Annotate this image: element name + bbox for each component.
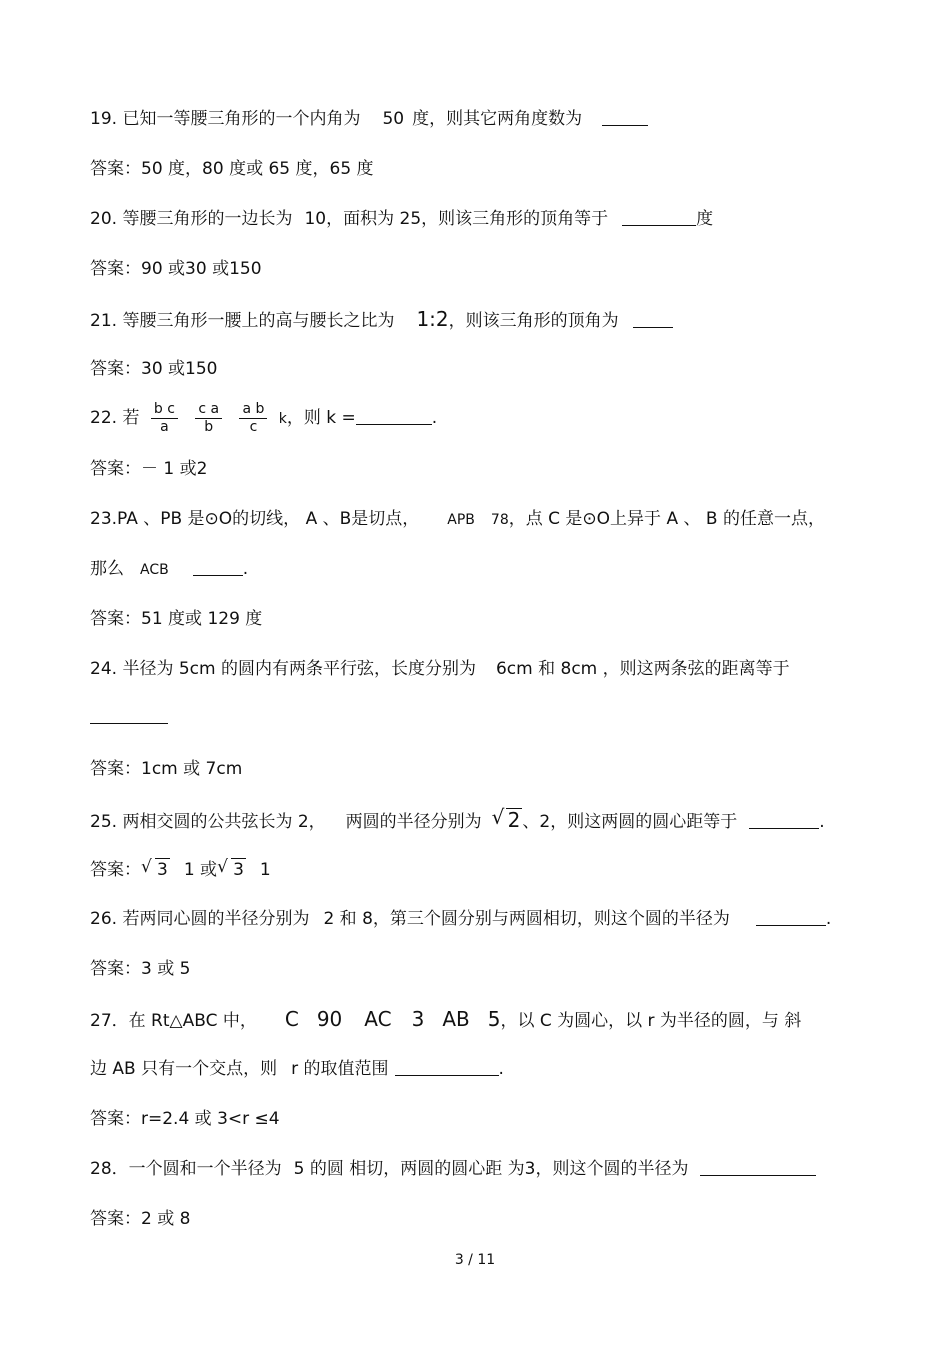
question-text: 、2，则这两圆的圆心距等于 [522,812,738,832]
angle-label: APB [447,512,475,528]
answer-26 [90,958,190,980]
angle-label: ACB [140,562,169,578]
answer-text: r=2.4 或 3<r ≤4 [141,1109,280,1129]
segment-label: AB [442,1007,470,1031]
answer-label: 答案： [90,860,141,880]
answer-blank [700,1159,816,1176]
question-25 [90,805,825,833]
question-text: 19. 已知一等腰三角形的一个内角为 [90,109,361,129]
question-19 [90,108,648,130]
answer-blank [633,311,673,328]
answer-text: 3 或 5 [141,959,191,979]
question-text: ，则该三角形的顶角为 [448,311,619,331]
numerator: b c [151,401,178,419]
answer-text: 1 或 [183,860,218,880]
answer-label: 答案： [90,459,141,479]
answer-27 [90,1108,280,1130]
denominator: a [160,418,169,435]
period: . [825,909,832,929]
question-26 [90,908,831,930]
answer-blank [395,1059,499,1076]
question-22 [90,398,437,439]
question-24-blank [90,706,168,728]
answer-20 [90,258,262,280]
answer-blank [193,559,243,576]
answer-text: 90 或30 或150 [141,259,262,279]
value: 10 [304,209,327,229]
answer-text: 1 [259,860,271,880]
question-27-continued [90,1058,504,1080]
question-text: ，点 C 是⊙O上异于 A 、 B 的任意一点， [508,509,825,529]
radicand: 2 [507,808,521,832]
question-text: 度，则其它两角度数为 [412,109,583,129]
answer-23 [90,608,262,630]
fraction-1 [151,401,178,436]
variable: k [278,411,287,427]
answer-19 [90,158,374,180]
question-text: ，则 k = [286,408,356,428]
question-text: 那么 [90,559,124,579]
question-text: ，面积为 25，则该三角形的顶角等于 [326,209,609,229]
answer-blank [602,109,648,126]
value: 78 [490,512,509,528]
segment-label: AC [364,1007,392,1031]
answer-label: 答案： [90,1209,141,1229]
question-text: 24. 半径为 5cm 的圆内有两条平行弦，长度分别为 [90,659,476,679]
answer-blank [749,812,819,829]
answer-text: － 1 或2 [141,459,208,479]
sqrt-symbol: √ 3 [141,857,168,880]
fraction-2 [195,401,222,436]
fraction-3 [239,401,267,436]
angle-label: C [284,1007,299,1031]
answer-text: 51 度或 129 度 [141,609,263,629]
ratio: 1:2 [416,307,449,331]
question-27 [90,1008,801,1032]
question-text: 23.PA 、PB 是⊙O的切线， A 、B是切点， [90,509,420,529]
value: 50 [382,109,405,129]
denominator: c [249,418,258,435]
question-text: 20. 等腰三角形的一边长为 [90,209,293,229]
value: 3 [411,1007,425,1031]
answer-text: 1cm 或 7cm [141,759,243,779]
answer-24 [90,758,242,780]
value: 5 [487,1007,501,1031]
answer-blank [356,408,432,425]
question-24 [90,658,790,680]
answer-21 [90,358,217,380]
question-text: 27．在 Rt△ABC 中， [90,1011,257,1031]
answer-blank [90,707,168,724]
denominator: b [204,418,214,435]
answer-blank [756,909,826,926]
sqrt-symbol: √ 3 [217,857,244,880]
question-text: 2 和 8，第三个圆分别与两圆相切，则这个圆的半径为 [323,909,730,929]
radicand: 3 [157,860,168,880]
question-text: 6cm 和 8cm ，则这两条弦的距离等于 [495,659,790,679]
question-text: 5 的圆 相切，两圆的圆心距 为3，则这个圆的半径为 [293,1159,689,1179]
answer-label: 答案： [90,359,141,379]
value: 90 [316,1007,343,1031]
period: . [242,559,249,579]
question-text: 26. 若两同心圆的半径分别为 [90,909,310,929]
answer-blank [622,209,696,226]
question-text: 边 AB 只有一个交点，则 [90,1059,278,1079]
answer-label: 答案： [90,1109,141,1129]
unit: 度 [696,209,714,229]
answer-label: 答案： [90,759,141,779]
question-28 [90,1158,816,1180]
question-text: 28．一个圆和一个半径为 [90,1159,282,1179]
radicand: 3 [233,860,244,880]
answer-text: 50 度，80 度或 65 度，65 度 [141,159,374,179]
question-text: 21. 等腰三角形一腰上的高与腰长之比为 [90,311,395,331]
numerator: c a [195,401,222,419]
answer-label: 答案： [90,159,141,179]
question-23 [90,508,825,531]
numerator: a b [239,401,267,419]
period: . [498,1059,504,1079]
answer-label: 答案： [90,959,141,979]
question-20 [90,208,713,230]
answer-text: 30 或150 [141,359,218,379]
question-text: r 的取值范围 [291,1059,389,1079]
answer-25 [90,858,271,881]
question-text: ，以 C 为圆心，以 r 为半径的圆，与 斜 [500,1011,802,1031]
answer-text: 2 或 8 [141,1209,191,1229]
question-21 [90,308,673,332]
period: . [431,408,438,428]
page-number: 3 / 11 [454,1252,496,1268]
question-text: 22. 若 [90,408,140,428]
period: . [819,812,825,832]
answer-28 [90,1208,190,1230]
sqrt-symbol: √ 2 [491,805,521,832]
question-23-continued [90,558,248,581]
answer-22 [90,458,207,480]
question-text: 两圆的半径分别为 [345,812,482,832]
question-text: 25. 两相交圆的公共弦长为 2， [90,812,326,832]
answer-label: 答案： [90,609,141,629]
answer-label: 答案： [90,259,141,279]
